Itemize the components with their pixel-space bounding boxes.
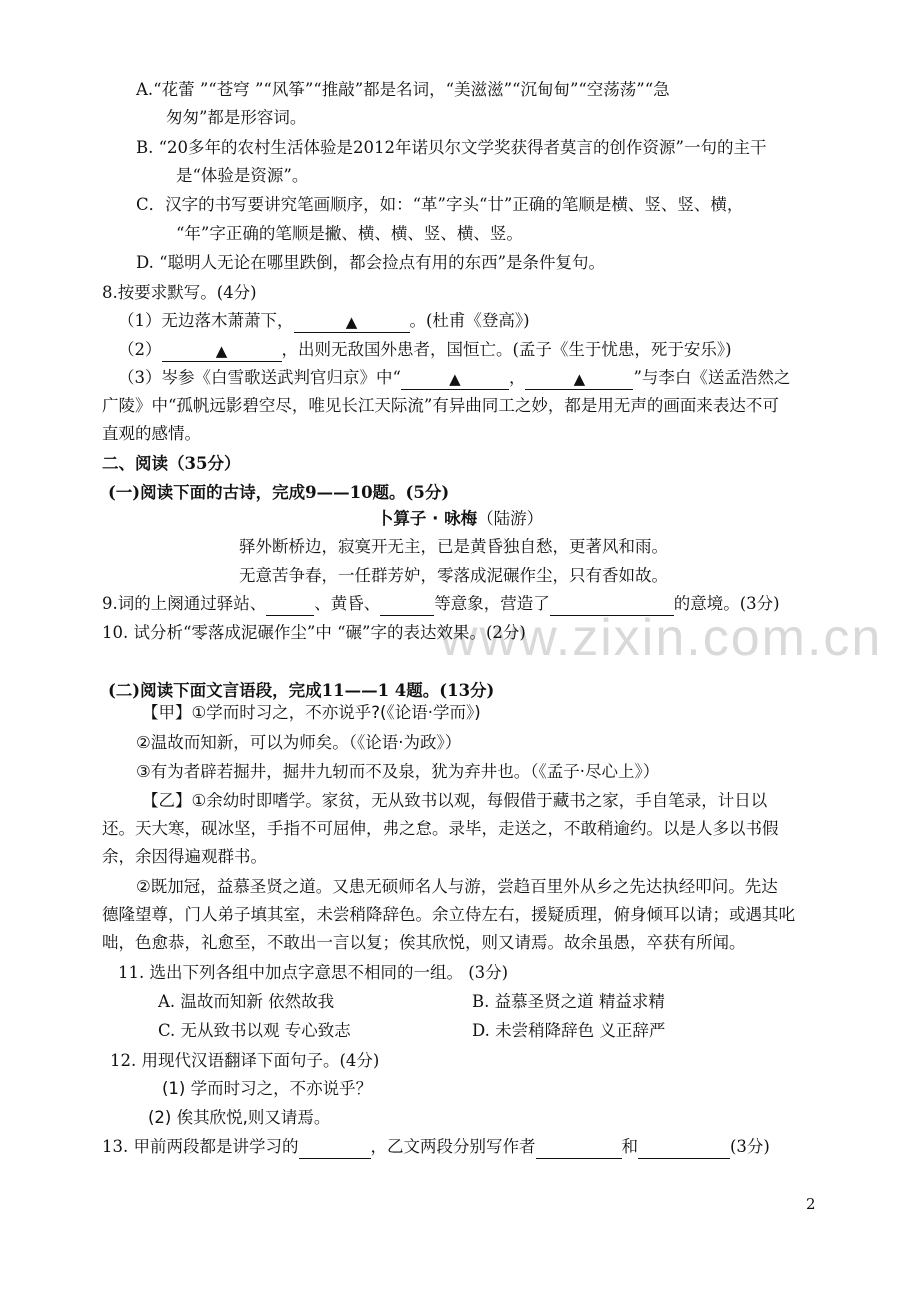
poem-line2: 无意苦争春，一任群芳妒，零落成泥碾作尘，只有香如故。: [239, 566, 668, 585]
triangle-icon: ▲: [345, 313, 358, 331]
q9-text-b: 、黄昏、: [314, 594, 381, 613]
q11: 11. 选出下列各组中加点字意思不相同的一组。 (3分): [118, 963, 509, 982]
q8-part1-prefix: （1）无边落木萧萧下，: [118, 311, 294, 330]
section2-part2-heading: (二)阅读下面文言语段，完成11——1 4题。(13分): [108, 681, 495, 700]
q13-blank3[interactable]: [638, 1138, 730, 1159]
q8-part2-prefix: （2）: [118, 340, 162, 359]
q10: 10. 试分析“零落成泥碾作尘”中 “碾”字的表达效果。(2分): [102, 623, 526, 642]
q12-item2: (2) 俟其欣悦,则又请焉。: [148, 1108, 331, 1127]
q13-text-d: (3分): [730, 1137, 770, 1156]
triangle-icon: ▲: [215, 342, 228, 360]
q13-text-a: 13. 甲前两段都是讲学习的: [102, 1137, 299, 1156]
q11-option-d: D. 未尝稍降辞色 义正辞严: [472, 1021, 666, 1040]
triangle-icon: ▲: [449, 370, 461, 388]
q11-option-a: A. 温故而知新 依然故我: [158, 992, 335, 1011]
q7-option-c-line2: “年”字正确的笔顺是撇、横、横、竖、横、竖。: [176, 224, 523, 243]
triangle-icon: ▲: [573, 370, 586, 388]
q13-text-c: 和: [621, 1137, 638, 1156]
q7-option-b-line2: 是“体验是资源”。: [176, 166, 309, 185]
q9-text-a: 9.词的上阕通过驿站、: [102, 594, 267, 613]
q8-part2: [118, 338, 732, 362]
q8-part3-suffix: ”与李白《送孟浩然之: [633, 368, 791, 387]
q7-option-c-line1: C．汉字的书写要讲究笔画顺序，如：“革”字头“廿”正确的笔顺是横、竖、竖、横，: [136, 195, 744, 214]
poem-title: 卜算子 · 咏梅: [376, 509, 478, 528]
q7-option-d: D. “聪明人无论在哪里跌倒，都会捡点有用的东西”是条件复句。: [136, 253, 606, 272]
q13-blank2[interactable]: [536, 1138, 622, 1159]
section2-part1-heading: (一)阅读下面的古诗，完成9——10题。(5分): [108, 483, 450, 502]
poem-heading: [0, 507, 920, 531]
q7-option-a-line2: 匆匆”都是形容词。: [166, 108, 307, 127]
page-number: 2: [806, 1195, 816, 1213]
q7-option-b-line1: B. “20多年的农村生活体验是2012年诺贝尔文学奖获得者莫言的创作资源”一句的主干: [136, 138, 767, 157]
q8-part3-line1: [118, 366, 790, 390]
q11-option-c: C. 无从致书以观 专心致志: [158, 1021, 351, 1040]
q11-option-b: B. 益慕圣贤之道 精益求精: [472, 992, 665, 1011]
yi-3: 余，余因得遍观群书。: [102, 847, 267, 866]
q9-blank1[interactable]: [266, 595, 314, 616]
q8-part1: [118, 309, 530, 333]
jia-2: ②温故而知新，可以为师矣。（《论语·为政》）: [136, 733, 462, 752]
jia-3: ③有为者辟若掘井，掘井九轫而不及泉，犹为弃井也。（《孟子·尽心上》）: [136, 762, 660, 781]
jia-1: 【甲】①学而时习之，不亦说乎?(《论语·学而》): [142, 703, 481, 722]
q9: [102, 592, 780, 616]
poem-author: （陆游）: [477, 509, 544, 528]
q8-part2-blank[interactable]: [162, 341, 282, 362]
section2-title: 二、阅读（35分）: [102, 454, 241, 473]
q8-part3-line2: 广陵》中“孤帆远影碧空尽，唯见长江天际流”有异曲同工之妙，都是用无声的画面来表达不可: [102, 396, 779, 415]
q8-part3-prefix: （3）岑参《白雪歌送武判官归京》中“: [118, 368, 401, 387]
yi-5: 德隆望尊，门人弟子填其室，未尝稍降辞色。余立侍左右，援疑质理，俯身倾耳以请；或遇其叱: [102, 905, 795, 924]
q9-blank2[interactable]: [380, 595, 434, 616]
yi-4: ②既加冠，益慕圣贤之道。又患无硕师名人与游，尝趋百里外从乡之先达执经叩问。先达: [136, 877, 778, 896]
q13-blank1[interactable]: [299, 1138, 371, 1159]
q13: [102, 1135, 770, 1159]
q9-text-d: 的意境。(3分): [673, 594, 780, 613]
q8-part2-suffix: ，出则无敌国外患者，国恒亡。(孟子《生于忧患，死于安乐》): [281, 340, 732, 359]
q7-option-a-line1: A.“花蕾 ”“苍穹 ”“风筝”“推敲”都是名词，“美滋滋”“沉甸甸”“空荡荡”“急: [136, 80, 670, 99]
poem-line1: 驿外断桥边，寂寞开无主，已是黄昏独自愁，更著风和雨。: [239, 537, 668, 556]
q13-text-b: ，乙文两段分别写作者: [370, 1137, 536, 1156]
q8-part3-blank2[interactable]: [525, 369, 633, 390]
q8-part3-comma: ，: [508, 368, 526, 387]
q9-text-c: 等意象，营造了: [434, 594, 550, 613]
q8-part1-blank[interactable]: [294, 312, 410, 333]
q8-part3-line3: 直观的感情。: [102, 424, 201, 443]
yi-1: 【乙】①余幼时即嗜学。家贫，无从致书以观，每假借于藏书之家，手自笔录，计日以: [142, 791, 768, 810]
watermark: www.zixin.com.cn: [440, 609, 883, 667]
q12: 12. 用现代汉语翻译下面句子。(4分): [110, 1051, 380, 1070]
q9-blank3[interactable]: [550, 595, 674, 616]
q8-title: 8.按要求默写。(4分): [102, 283, 257, 302]
q12-item1: (1) 学而时习之，不亦说乎？: [162, 1079, 373, 1098]
yi-6: 咄，色愈恭，礼愈至，不敢出一言以复；俟其欣悦，则又请焉。故余虽愚，卒获有所闻。: [102, 933, 746, 952]
yi-2: 还。天大寒，砚冰坚，手指不可屈伸，弗之怠。录毕，走送之，不敢稍逾约。以是人多以书假: [102, 819, 779, 838]
q8-part3-blank1[interactable]: [401, 369, 509, 390]
q8-part1-suffix: 。(杜甫《登高》): [409, 311, 530, 330]
